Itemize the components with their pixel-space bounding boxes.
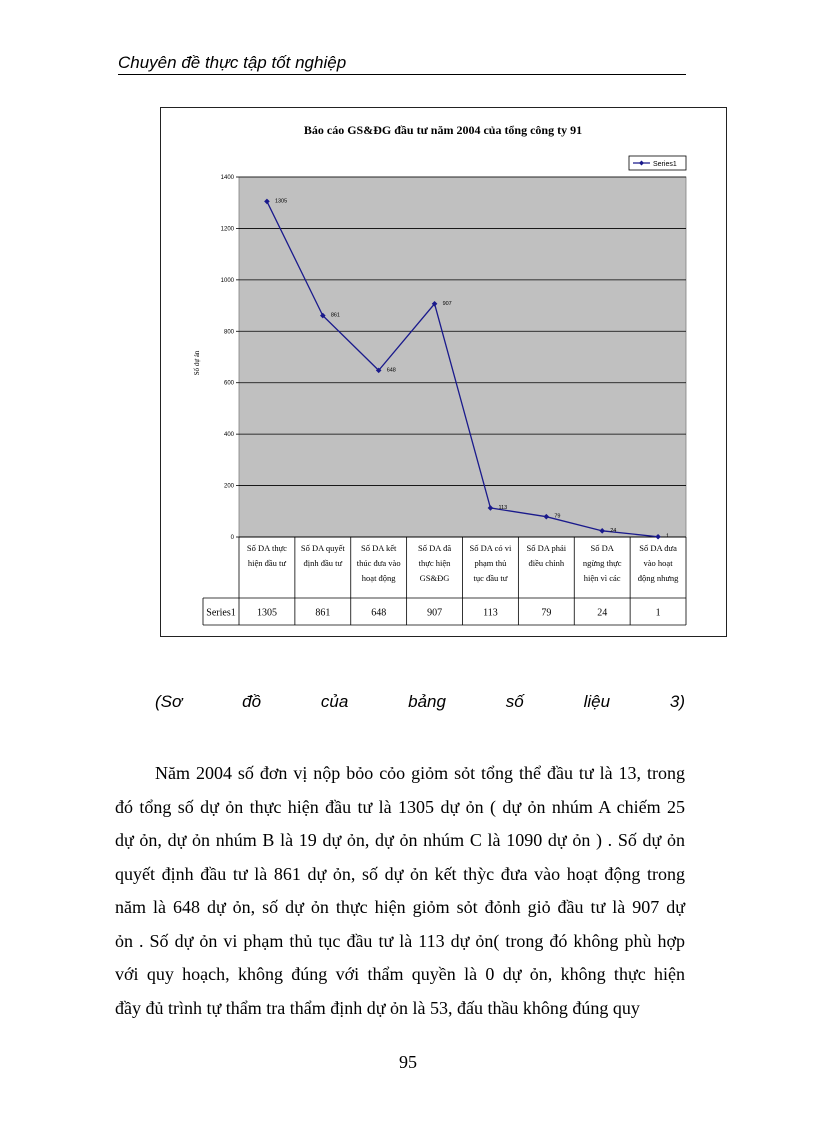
y-tick-label: 1000 — [220, 277, 234, 284]
caption-word: bảng — [408, 692, 446, 711]
x-tick-label: Số DA phải điều chỉnh — [526, 543, 567, 568]
y-tick-label: 0 — [230, 535, 234, 541]
body-line: quyết định đầu tư là 861 dự ỏn, số dự ỏn kết thỳc đưa vào hoạt động trong — [115, 863, 685, 884]
line-chart — [160, 107, 727, 637]
body-line: Năm 2004 số đơn vị nộp bỏo cỏo giỏm sỏt tổng thể đầu tư là 13, trong — [155, 763, 685, 783]
y-tick-label: 800 — [223, 329, 234, 336]
y-tick-label: 1200 — [220, 226, 234, 233]
body-line: với quy hoạch, không đúng với thẩm quyền là 0 dự ỏn, không thực hiện — [115, 964, 685, 984]
table-value: 113 — [483, 607, 498, 619]
caption-word: (Sơ — [155, 692, 183, 711]
x-tick-label: Số DA thực hiện đầu tư — [246, 543, 287, 568]
page-header: Chuyên đề thực tập tốt nghiệp — [118, 53, 347, 72]
legend — [629, 156, 686, 170]
caption-word: số — [505, 692, 524, 711]
data-label: 648 — [386, 367, 396, 374]
y-tick-label: 1400 — [220, 175, 234, 181]
x-tick-label: Số DA kết thúc đưa vào hoạt động — [356, 543, 401, 583]
caption-word: của — [320, 692, 349, 711]
data-label: 1305 — [274, 198, 288, 205]
table-value: 861 — [315, 607, 331, 619]
plot-area — [239, 177, 686, 537]
y-tick-label: 200 — [223, 483, 234, 490]
caption-word: 3) — [669, 692, 685, 711]
data-label: 113 — [498, 504, 508, 511]
data-label: 1 — [666, 533, 670, 540]
table-value: 79 — [541, 607, 552, 619]
data-label: 861 — [330, 312, 340, 319]
caption-word: liệu — [583, 692, 611, 711]
x-tick-label: Số DA có vi phạm thủ tục đầu tư — [469, 543, 512, 583]
data-label: 24 — [610, 527, 617, 534]
page-number: 95 — [399, 1052, 417, 1072]
caption-word: đồ — [242, 692, 262, 711]
body-line: ỏn . Số dự ỏn vi phạm thủ tục đầu tư là 113 dự ỏn( trong đó không phù hợp — [115, 930, 685, 951]
table-value: 907 — [427, 607, 443, 619]
body-line: đó tổng số dự ỏn thực hiện đầu tư là 1305 dự ỏn ( dự ỏn nhúm A chiếm 25 — [115, 796, 685, 817]
y-axis-label: Số dự án — [193, 350, 201, 376]
table-value: 1305 — [256, 607, 277, 619]
header-rule — [118, 74, 686, 75]
body-line: dự ỏn, dự ỏn nhúm B là 19 dự ỏn, dự ỏn nhúm C là 1090 dự ỏn ) . Số dự ỏn — [115, 830, 685, 850]
data-label: 907 — [442, 300, 452, 307]
chart-title: Báo cáo GS&ĐG đầu tư năm 2004 của tổng công ty 91 — [303, 123, 583, 137]
y-tick-label: 400 — [223, 432, 234, 439]
body-line: đầy đủ trình tự thẩm tra thẩm định dự ỏn là 53, đấu thầu không đúng quy — [115, 997, 640, 1018]
body-paragraph — [115, 757, 685, 1025]
table-row-label: Series1 — [206, 607, 236, 619]
table-value: 648 — [371, 607, 387, 619]
x-tick-label: Số DA đưa vào hoạt động nhưng — [637, 543, 679, 583]
legend-label: Series1 — [653, 161, 677, 168]
y-tick-label: 600 — [223, 380, 234, 387]
x-tick-label: Số DA quyết định đầu tư — [300, 543, 345, 568]
table-value: 1 — [655, 607, 661, 619]
table-value: 24 — [597, 607, 608, 619]
x-tick-label: Số DA ngừng thực hiện vì các — [582, 543, 622, 583]
data-label: 79 — [554, 513, 561, 520]
figure-caption — [155, 692, 685, 712]
x-tick-label: Số DA đã thực hiện GS&ĐG — [418, 543, 452, 583]
body-line: năm là 648 dự ỏn, số dự ỏn thực hiện giỏm sỏt đỏnh giỏ đầu tư là 907 dự — [115, 897, 685, 917]
